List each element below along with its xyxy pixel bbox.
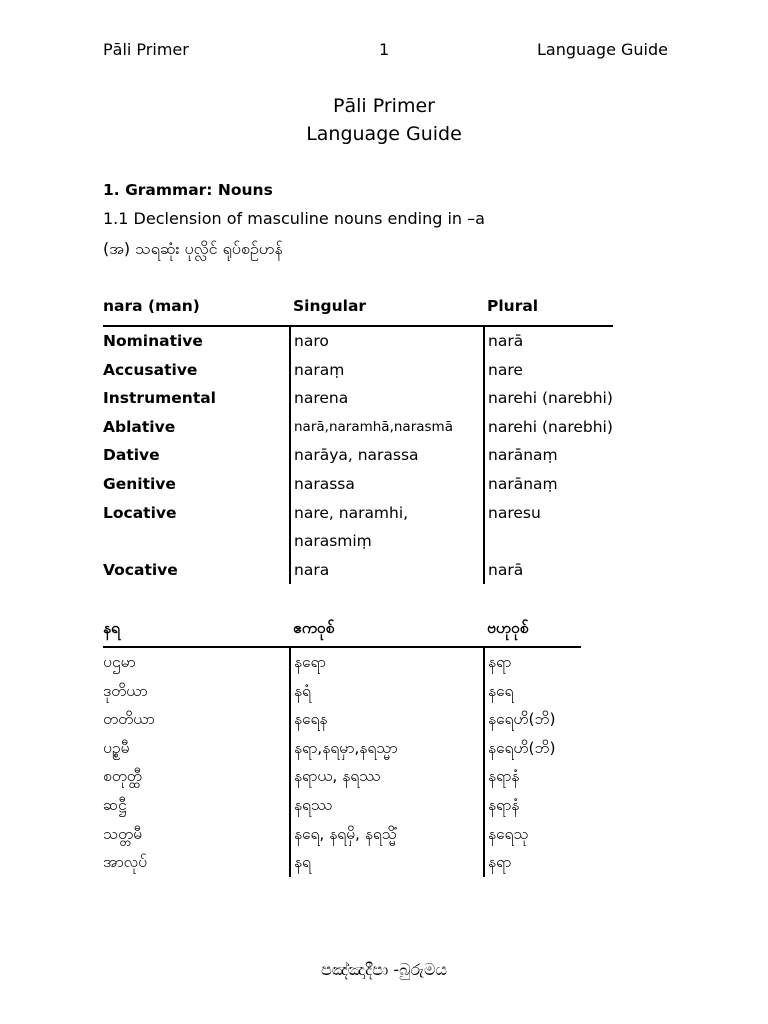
plural-form: နရာနံ: [484, 762, 581, 791]
singular-form: နရာယ, နရဿ: [290, 762, 484, 791]
header-section-title: Language Guide: [536, 40, 668, 59]
table-row: [103, 677, 581, 706]
header-page-number: 1: [379, 40, 390, 59]
plural-form: [484, 527, 613, 556]
header-book-title: Pāli Primer: [103, 40, 189, 59]
plural-form: naresu: [484, 499, 613, 528]
singular-form: နရော: [290, 647, 484, 677]
singular-form: နရေန: [290, 705, 484, 734]
case-name: Nominative: [103, 332, 203, 350]
case-name: ပဉ္စမီ: [103, 738, 130, 757]
case-name: အာလုပ်: [103, 853, 147, 872]
table-row: [103, 499, 613, 528]
column-header-singular: ဧကဝုစ်: [290, 618, 484, 647]
plural-form: narehi (narebhi): [484, 384, 613, 413]
singular-form: narā,naramhā,narasmā: [290, 413, 484, 442]
plural-form: နရာနံ: [484, 791, 581, 820]
table-row: [103, 734, 581, 763]
section-heading: 1. Grammar: Nouns: [103, 181, 273, 199]
case-name: တတိယာ: [103, 710, 155, 729]
plural-form: narā: [484, 556, 613, 585]
singular-form: nare, naramhi,: [290, 499, 484, 528]
burmese-declension-table: [103, 618, 581, 877]
subsection-heading: 1.1 Declension of masculine nouns ending in –a: [103, 209, 485, 228]
table-row: [103, 848, 581, 877]
case-name: Locative: [103, 503, 177, 522]
column-header-plural: ဗဟုဝုစ်: [484, 618, 581, 647]
plural-form: nare: [484, 356, 613, 385]
table-row: [103, 647, 581, 677]
column-header-singular: Singular: [290, 297, 484, 326]
case-name: Ablative: [103, 417, 176, 436]
document-title: [0, 92, 768, 148]
case-name: Accusative: [103, 360, 198, 379]
page-header: [103, 40, 668, 62]
table-header-row: [103, 297, 613, 326]
singular-form: နရ: [290, 848, 484, 877]
page-footer: පඤ්ඤාදීපා -බුරුමය: [321, 960, 447, 979]
singular-form: naro: [290, 326, 484, 356]
table-row: [103, 441, 613, 470]
plural-form: narānaṃ: [484, 470, 613, 499]
singular-form: narāya, narassa: [290, 441, 484, 470]
table-row: [103, 326, 613, 356]
plural-form: နရာ: [484, 647, 581, 677]
table-row: [103, 705, 581, 734]
case-name: စတုတ္ထီ: [103, 767, 142, 786]
title-line-1: Pāli Primer: [333, 95, 435, 117]
case-name: ဒုတိယာ: [103, 681, 148, 700]
subsection-heading-burmese: (အ) သရဆုံး ပုလ္လိင် ရုပ်စဉ်ဟန်: [103, 239, 283, 258]
table-row: [103, 762, 581, 791]
plural-form: နရေသု: [484, 820, 581, 849]
table-row: [103, 556, 613, 585]
plural-form: နရေဟိ(ဘိ): [484, 705, 581, 734]
plural-form: နရာ: [484, 848, 581, 877]
plural-form: နရေ: [484, 677, 581, 706]
singular-form: narena: [290, 384, 484, 413]
table-row: [103, 820, 581, 849]
case-name: ဆဋ္ဌီ: [103, 795, 127, 814]
table-row: [103, 356, 613, 385]
singular-form: နရေ, နရမှိ, နရသ္မိံ: [290, 820, 484, 849]
plural-form: narā: [484, 326, 613, 356]
title-line-2: Language Guide: [306, 123, 462, 145]
table-row: [103, 470, 613, 499]
table-header-row: [103, 618, 581, 647]
column-header-noun: nara (man): [103, 297, 290, 326]
plural-form: narānaṃ: [484, 441, 613, 470]
plural-form: narehi (narebhi): [484, 413, 613, 442]
case-name: ပဌမာ: [103, 653, 136, 671]
singular-form: nara: [290, 556, 484, 585]
table-row: [103, 791, 581, 820]
column-header-plural: Plural: [484, 297, 613, 326]
table-row: [103, 413, 613, 442]
case-name: [103, 527, 290, 556]
case-name: Dative: [103, 446, 160, 465]
column-header-noun: နရ: [103, 618, 290, 647]
singular-form: narassa: [290, 470, 484, 499]
singular-form: နရံ: [290, 677, 484, 706]
singular-form: naraṃ: [290, 356, 484, 385]
case-name: Vocative: [103, 560, 178, 579]
singular-form: narasmiṃ: [290, 527, 484, 556]
case-name: Instrumental: [103, 389, 216, 408]
case-name: Genitive: [103, 474, 176, 493]
table-row: [103, 527, 613, 556]
case-name: သတ္တမီ: [103, 824, 142, 843]
pali-declension-table: [103, 297, 613, 584]
singular-form: နရာ,နရမှာ,နရသ္မာ: [290, 734, 484, 763]
singular-form: နရဿ: [290, 791, 484, 820]
table-row: [103, 384, 613, 413]
plural-form: နရေဟိ(ဘိ): [484, 734, 581, 763]
